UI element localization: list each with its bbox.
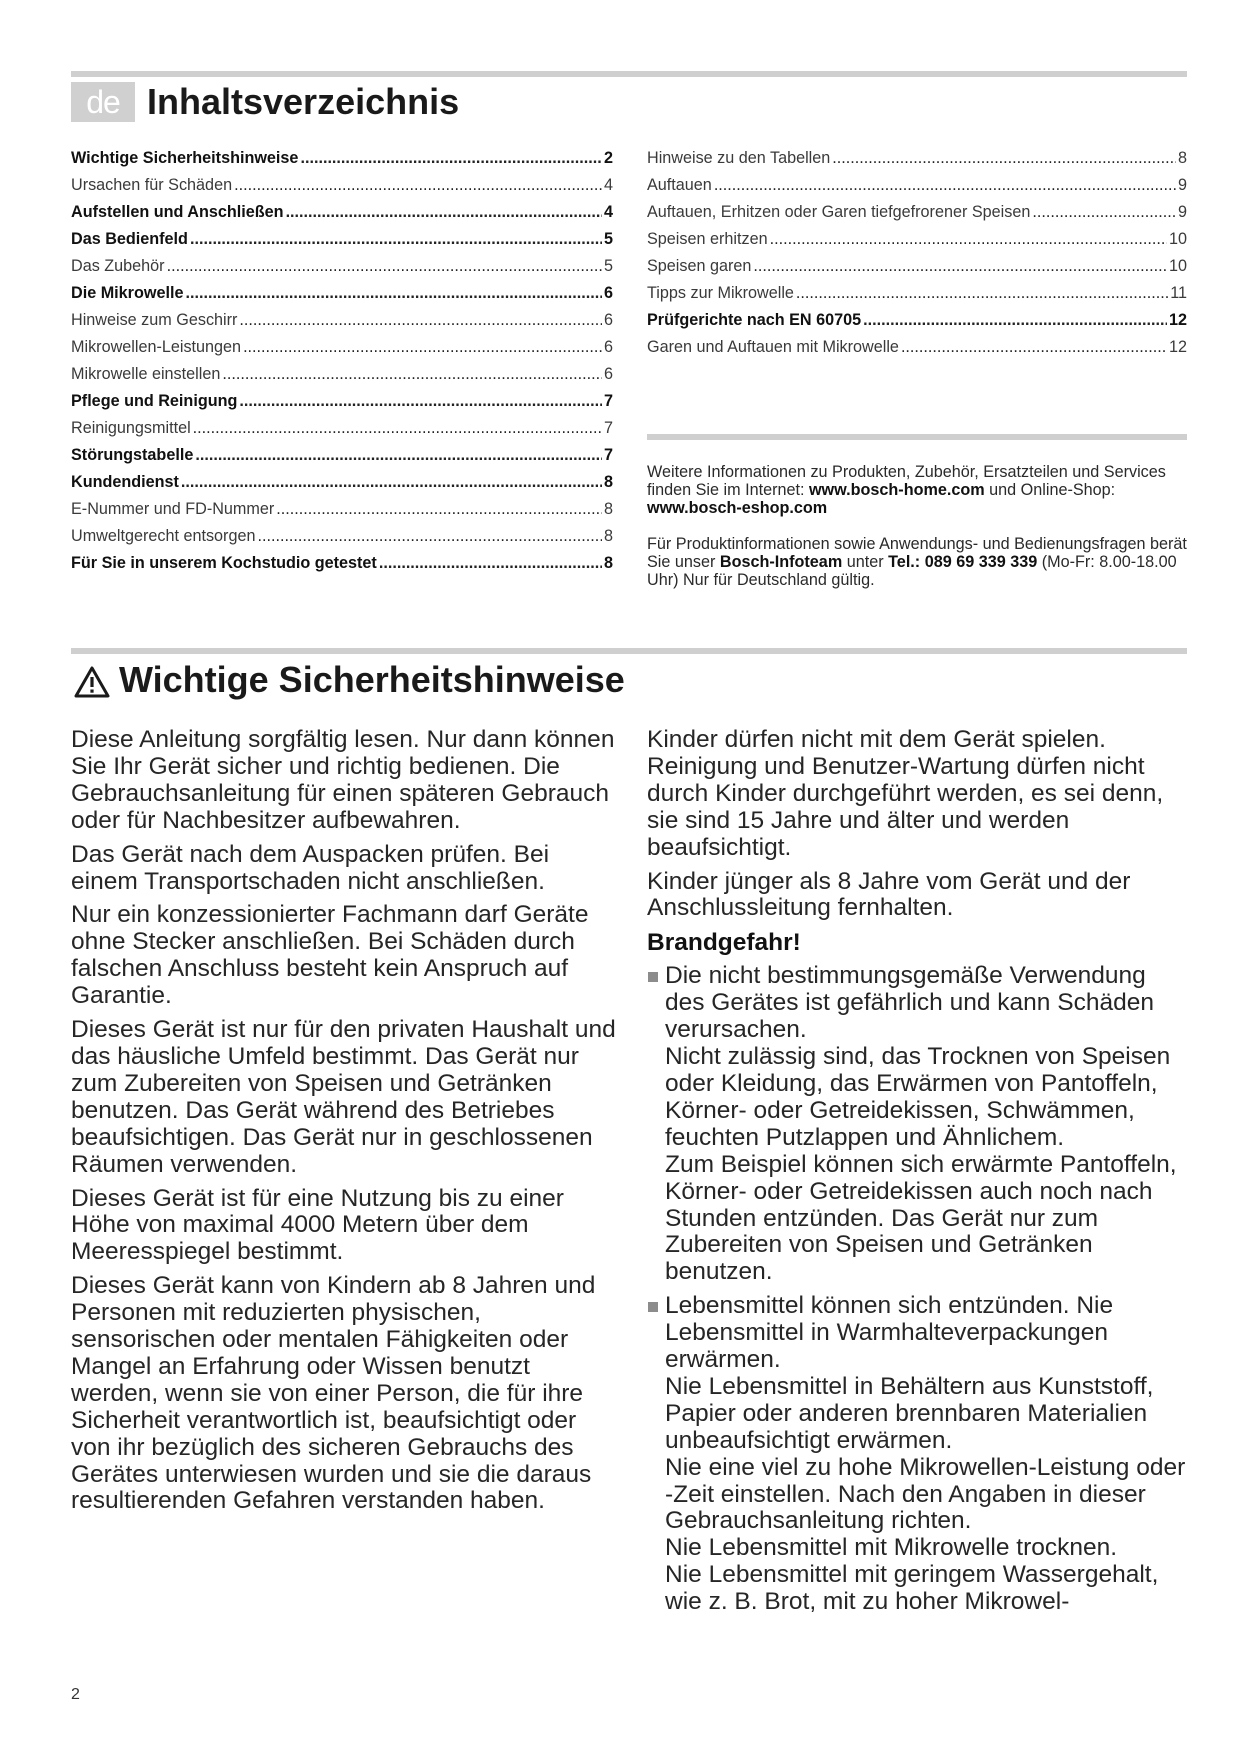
safety-right-column	[647, 727, 1187, 1623]
toc-entry-label: Garen und Auftauen mit Mikrowelle	[647, 338, 899, 356]
toc-entry-label: Störungstabelle	[71, 446, 194, 464]
toc-left-column	[71, 149, 613, 581]
toc-dot-leader	[379, 554, 602, 573]
list-item-line: Lebensmittel können sich entzünden. Nie Lebensmittel in Warmhalteverpackungen erwärmen.	[665, 1292, 1114, 1374]
toc-entry-page: 5	[603, 257, 613, 275]
toc-entry-page: 8	[603, 554, 613, 572]
toc-dot-leader	[753, 257, 1167, 276]
section-rule	[71, 648, 1187, 654]
toc-entry[interactable]	[647, 257, 1187, 284]
toc-entry-label: Mikrowelle einstellen	[71, 365, 221, 383]
toc-entry[interactable]	[71, 311, 613, 338]
toc-dot-leader	[239, 311, 602, 330]
toc-entry[interactable]	[71, 149, 613, 176]
toc-entry-label: E-Nummer und FD-Nummer	[71, 500, 275, 518]
toc-entry-page: 7	[603, 446, 613, 464]
toc-entry-page: 7	[603, 392, 613, 410]
toc-entry[interactable]	[71, 473, 613, 500]
toc-dot-leader	[286, 203, 602, 222]
toc-entry-page: 10	[1168, 230, 1187, 248]
toc-entry-label: Hinweise zum Geschirr	[71, 311, 238, 329]
toc-dot-leader	[832, 149, 1176, 168]
toc-entry[interactable]	[647, 203, 1187, 230]
toc-entry[interactable]	[647, 284, 1187, 311]
toc-entry-page: 2	[603, 149, 613, 167]
list-item-line: Nie eine viel zu hohe Mikrowellen-Leistung oder -Zeit einstellen. Nach den Angaben in dieser Gebrauchsanleitung richten.	[665, 1453, 1186, 1535]
toc-dot-leader	[190, 230, 602, 249]
safety-paragraph: Dieses Gerät ist für eine Nutzung bis zu einer Höhe von maximal 4000 Metern über dem Meeresspiegel bestimmt.	[71, 1184, 564, 1266]
toc-entry[interactable]	[71, 257, 613, 284]
list-item	[647, 1293, 1187, 1616]
toc-entry[interactable]	[647, 176, 1187, 203]
hotline-number: Tel.: 089 69 339 339	[888, 553, 1038, 571]
toc-dot-leader	[257, 527, 602, 546]
toc-entry[interactable]	[71, 419, 613, 446]
toc-entry-page: 11	[1170, 284, 1187, 302]
toc-entry-label: Pflege und Reinigung	[71, 392, 238, 410]
safety-paragraph: Diese Anleitung sorgfältig lesen. Nur dann können Sie Ihr Gerät sicher und richtig bedienen. Die Gebrauchsanleitung für einen späteren Gebrauch oder für Nachbesitzer aufbewahren.	[71, 726, 615, 834]
safety-paragraph: Nur ein konzessionierter Fachmann darf Geräte ohne Stecker anschließen. Bei Schäden durch falschen Anschluss besteht kein Anspruch auf Garantie.	[71, 901, 589, 1010]
toc-entry[interactable]	[71, 176, 613, 203]
top-rule	[71, 71, 1187, 77]
toc-dot-leader	[222, 365, 602, 384]
toc-entry[interactable]	[71, 446, 613, 473]
toc-entry-label: Mikrowellen-Leistungen	[71, 338, 242, 356]
toc-entry[interactable]	[71, 230, 613, 257]
page-number: 2	[71, 1686, 80, 1703]
toc-entry-page: 6	[603, 284, 613, 302]
toc-entry-label: Wichtige Sicherheitshinweise	[71, 149, 299, 167]
fire-hazard-heading: Brandgefahr!	[647, 929, 801, 957]
toc-entry-label: Tipps zur Mikrowelle	[647, 284, 794, 302]
toc-dot-leader	[770, 230, 1167, 249]
toc-dot-leader	[1032, 203, 1176, 222]
toc-entry-page: 9	[1177, 176, 1187, 194]
toc-entry[interactable]	[647, 230, 1187, 257]
toc-dot-leader	[901, 338, 1167, 357]
toc-dot-leader	[863, 311, 1167, 330]
toc-dot-leader	[300, 149, 602, 168]
toc-entry[interactable]	[71, 365, 613, 392]
toc-entry-label: Prüfgerichte nach EN 60705	[647, 311, 862, 329]
toc-dot-leader	[276, 500, 602, 519]
info-paragraph-hotline: Für Produktinformationen sowie Anwendungs- und Bedienungsfragen berät Sie unser Bosch-Infoteam unter Tel.: 089 69 339 339 (Mo-Fr: 8.00-18.00 Uhr) Nur für Deutschland gültig.	[647, 535, 1187, 589]
toc-dot-leader	[193, 419, 602, 438]
toc-entry[interactable]	[71, 203, 613, 230]
toc-entry[interactable]	[71, 554, 613, 581]
toc-entry-label: Speisen erhitzen	[647, 230, 768, 248]
toc-entry-page: 8	[603, 500, 613, 518]
safety-paragraph: Dieses Gerät ist nur für den privaten Haushalt und das häusliche Umfeld bestimmt. Das Gerät nur zum Zubereiten von Speisen und Getränken benutzen. Das Gerät während des Betriebes beaufsichtigen. Das Gerät nur in geschlossenen Räumen verwenden.	[71, 1016, 616, 1178]
toc-entry-page: 7	[603, 419, 613, 437]
toc-entry-page: 8	[603, 473, 613, 491]
safety-paragraph: Dieses Gerät kann von Kindern ab 8 Jahren und Personen mit reduzierten physischen, sensorischen oder mentalen Fähigkeiten oder Mangel an Erfahrung oder Wissen benutzt werden, wenn sie von einer Person, die für ihre Sicherheit verantwortlich ist, beaufsichtigt oder von ihr bezüglich des sicheren Gebrauchs des Gerätes unterwiesen wurden und sie die daraus resultierenden Gefahren verstanden haben.	[71, 1272, 596, 1515]
toc-entry-label: Aufstellen und Anschließen	[71, 203, 284, 221]
toc-entry-page: 6	[603, 365, 613, 383]
toc-entry-page: 8	[603, 527, 613, 545]
toc-dot-leader	[243, 338, 602, 357]
page-title: Inhaltsverzeichnis	[147, 81, 460, 122]
toc-entry-label: Ursachen für Schäden	[71, 176, 233, 194]
toc-entry-page: 6	[603, 311, 613, 329]
toc-entry[interactable]	[71, 527, 613, 554]
toc-entry-page: 4	[603, 176, 613, 194]
toc-entry[interactable]	[647, 338, 1187, 365]
list-item-line: Nie Lebensmittel in Behältern aus Kunststoff, Papier oder anderen brennbaren Materialien unbeaufsichtigt erwärmen.	[665, 1372, 1154, 1454]
toc-entry-label: Für Sie in unserem Kochstudio getestet	[71, 554, 377, 572]
toc-entry[interactable]	[71, 500, 613, 527]
info-paragraph-web: Weitere Informationen zu Produkten, Zubehör, Ersatzteilen und Services finden Sie im Internet: www.bosch-home.com und Online-Shop: www.bosch-eshop.com	[647, 463, 1166, 517]
eshop-link[interactable]: www.bosch-eshop.com	[647, 499, 828, 517]
list-item-line: Die nicht bestimmungsgemäße Verwendung des Gerätes ist gefährlich und kann Schäden verursachen.	[665, 962, 1154, 1044]
toc-entry-page: 12	[1168, 338, 1187, 356]
toc-entry-page: 4	[603, 203, 613, 221]
toc-dot-leader	[796, 284, 1168, 303]
square-bullet-icon	[648, 972, 658, 982]
list-item	[647, 963, 1187, 1286]
toc-dot-leader	[167, 257, 602, 276]
toc-entry-page: 5	[603, 230, 613, 248]
safety-title: Wichtige Sicherheitshinweise	[119, 659, 625, 700]
toc-entry-page: 10	[1168, 257, 1187, 275]
fire-hazard-list	[647, 963, 1187, 1616]
list-item-line: Nicht zulässig sind, das Trocknen von Speisen oder Kleidung, das Erwärmen von Pantoffeln, Körner- oder Getreidekissen, Schwämmen, feuchten Putzlappen und Ähnlichem.	[665, 1043, 1171, 1151]
toc-entry-page: 12	[1168, 311, 1187, 329]
toc-dot-leader	[714, 176, 1176, 195]
toc-entry-label: Speisen garen	[647, 257, 752, 275]
list-item-line: Nie Lebensmittel mit geringem Wassergehalt, wie z. B. Brot, mit zu hoher Mikrowel-	[665, 1561, 1159, 1616]
toc-dot-leader	[181, 473, 602, 492]
toc-entry[interactable]	[71, 392, 613, 419]
square-bullet-icon	[648, 1302, 658, 1312]
toc-dot-leader	[239, 392, 602, 411]
toc-entry-label: Das Bedienfeld	[71, 230, 188, 248]
toc-entry-label: Hinweise zu den Tabellen	[647, 149, 831, 167]
toc-entry-label: Die Mikrowelle	[71, 284, 184, 302]
warning-icon	[73, 665, 111, 699]
toc-entry-label: Das Zubehör	[71, 257, 165, 275]
website-link[interactable]: www.bosch-home.com	[808, 481, 985, 499]
toc-entry[interactable]	[647, 149, 1187, 176]
toc-dot-leader	[185, 284, 602, 303]
toc-entry-page: 8	[1177, 149, 1187, 167]
toc-entry-page: 6	[603, 338, 613, 356]
toc-entry[interactable]	[647, 311, 1187, 338]
language-badge: de	[71, 82, 135, 122]
list-item-line: Zum Beispiel können sich erwärmte Pantoffeln, Körner- oder Getreidekissen auch noch nach Stunden entzünden. Das Gerät nur zum Zubereiten von Speisen und Getränken benutzen.	[665, 1150, 1177, 1286]
toc-dot-leader	[234, 176, 602, 195]
info-rule	[647, 434, 1187, 440]
list-item-line: Nie Lebensmittel mit Mikrowelle trocknen.	[665, 1534, 1118, 1562]
toc-entry-label: Auftauen, Erhitzen oder Garen tiefgefrorener Speisen	[647, 203, 1031, 221]
toc-dot-leader	[195, 446, 602, 465]
toc-right-column	[647, 149, 1187, 365]
toc-entry[interactable]	[71, 338, 613, 365]
safety-paragraph: Das Gerät nach dem Auspacken prüfen. Bei einem Transportschaden nicht anschließen.	[71, 840, 550, 895]
safety-paragraph: Kinder dürfen nicht mit dem Gerät spielen. Reinigung und Benutzer-Wartung dürfen nicht durch Kinder durchgeführt werden, es sei denn, sie sind 15 Jahre und älter und werden beaufsichtigt.	[647, 726, 1164, 861]
toc-entry-label: Umweltgerecht entsorgen	[71, 527, 256, 545]
toc-entry[interactable]	[71, 284, 613, 311]
toc-entry-label: Reinigungsmittel	[71, 419, 191, 437]
safety-left-column	[71, 727, 617, 1522]
toc-entry-label: Auftauen	[647, 176, 712, 194]
toc-entry-page: 9	[1177, 203, 1187, 221]
toc-entry-label: Kundendienst	[71, 473, 179, 491]
safety-paragraph: Kinder jünger als 8 Jahre vom Gerät und der Anschlussleitung fernhalten.	[647, 867, 1131, 922]
